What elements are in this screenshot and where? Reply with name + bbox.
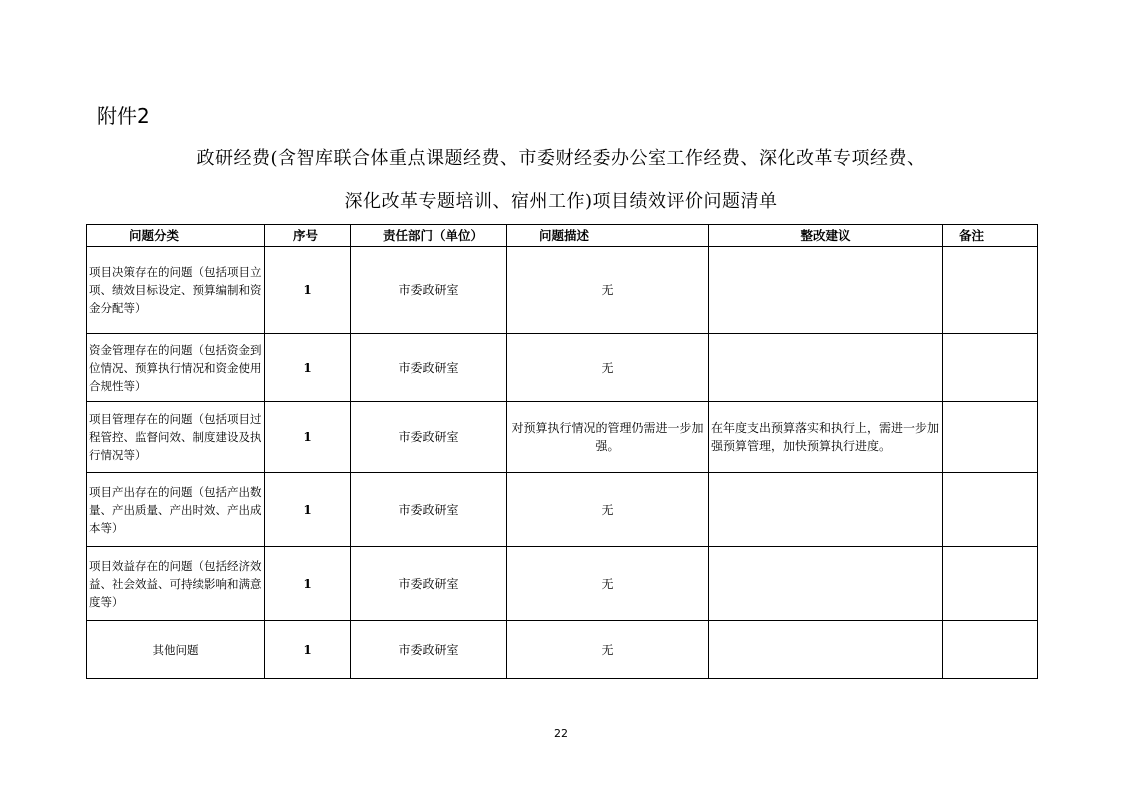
row-note xyxy=(943,334,1038,402)
row-seq: 1 xyxy=(265,547,351,621)
header-seq: 序号 xyxy=(265,225,351,247)
row-seq: 1 xyxy=(265,402,351,473)
row-suggestion xyxy=(709,334,943,402)
document-title-line-2: 深化改革专题培训、宿州工作)项目绩效评价问题清单 xyxy=(344,191,778,212)
row-description: 无 xyxy=(507,547,709,621)
row-category: 项目决策存在的问题（包括项目立项、绩效目标设定、预算编制和资金分配等） xyxy=(87,247,265,334)
row-note xyxy=(943,247,1038,334)
row-category: 项目管理存在的问题（包括项目过程管控、监督问效、制度建设及执行情况等） xyxy=(87,402,265,473)
row-dept: 市委政研室 xyxy=(351,247,507,334)
table-row xyxy=(87,621,1038,679)
row-seq: 1 xyxy=(265,247,351,334)
row-description: 对预算执行情况的管理仍需进一步加强。 xyxy=(507,402,709,473)
header-description: 问题描述 xyxy=(507,225,709,247)
row-note xyxy=(943,621,1038,679)
table-row xyxy=(87,473,1038,547)
row-description: 无 xyxy=(507,247,709,334)
row-dept: 市委政研室 xyxy=(351,402,507,473)
row-dept: 市委政研室 xyxy=(351,473,507,547)
row-dept: 市委政研室 xyxy=(351,334,507,402)
table-row xyxy=(87,247,1038,334)
row-suggestion xyxy=(709,621,943,679)
row-suggestion: 在年度支出预算落实和执行上，需进一步加强预算管理，加快预算执行进度。 xyxy=(709,402,943,473)
row-category: 项目效益存在的问题（包括经济效益、社会效益、可持续影响和满意度等） xyxy=(87,547,265,621)
row-seq: 1 xyxy=(265,473,351,547)
row-category: 其他问题 xyxy=(87,621,265,679)
row-category: 资金管理存在的问题（包括资金到位情况、预算执行情况和资金使用合规性等） xyxy=(87,334,265,402)
row-category: 项目产出存在的问题（包括产出数量、产出质量、产出时效、产出成本等） xyxy=(87,473,265,547)
row-seq: 1 xyxy=(265,621,351,679)
table-row xyxy=(87,547,1038,621)
row-description: 无 xyxy=(507,334,709,402)
document-title-line-1: 政研经费(含智库联合体重点课题经费、市委财经委办公室工作经费、深化改革专项经费、 xyxy=(196,148,926,169)
header-dept: 责任部门（单位） xyxy=(351,225,507,247)
row-suggestion xyxy=(709,473,943,547)
row-note xyxy=(943,402,1038,473)
table-row xyxy=(87,334,1038,402)
header-note: 备注 xyxy=(943,225,1038,247)
table-row xyxy=(87,402,1038,473)
header-suggestion: 整改建议 xyxy=(709,225,943,247)
page-number: 22 xyxy=(554,727,568,740)
row-dept: 市委政研室 xyxy=(351,621,507,679)
issues-table xyxy=(86,224,1038,679)
row-suggestion xyxy=(709,247,943,334)
row-note xyxy=(943,473,1038,547)
row-suggestion xyxy=(709,547,943,621)
row-description: 无 xyxy=(507,473,709,547)
row-dept: 市委政研室 xyxy=(351,547,507,621)
row-seq: 1 xyxy=(265,334,351,402)
header-category: 问题分类 xyxy=(87,225,265,247)
row-note xyxy=(943,547,1038,621)
attachment-label: 附件2 xyxy=(97,104,150,128)
row-description: 无 xyxy=(507,621,709,679)
table-header-row xyxy=(87,225,1038,247)
